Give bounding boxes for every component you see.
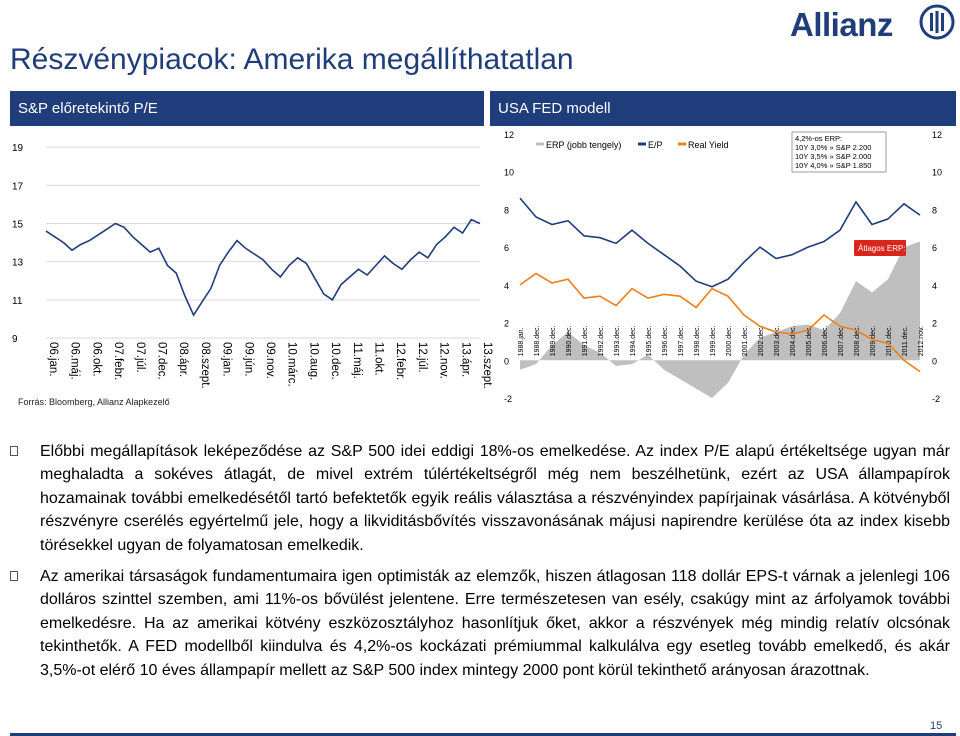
x-tick-label: 1996.dec. (662, 325, 669, 357)
y-tick-label: 6 (504, 243, 510, 254)
x-tick-label: 13.szept. (481, 342, 493, 389)
avg-erp-label: Átlagos ERP: (858, 244, 906, 253)
x-tick-label: 11.máj. (350, 342, 363, 379)
y-tick-label: 4 (504, 280, 510, 291)
x-tick-label: 2012.nov. (918, 326, 925, 357)
pe-series-line (46, 220, 480, 316)
y-tick-label: 17 (12, 181, 24, 193)
eagle-emblem-icon (919, 4, 955, 40)
y2-tick-label: 6 (932, 243, 938, 254)
paragraph-text: Előbbi megállapítások leképeződése az S&P 500 idei eddigi 18%-os emelkedése. Az index P/E alapú értékeltsége ugyan már meghaladta a sokéves átlagát, de mivel extrém túlértékeltségről még nem beszélhetünk, ezért az USA állampapírok hozamainak további emelkedésétől tartó befektetők egyik reális választása a részvényindex papírjainak vásárlása. A kötvényből részvényre cserélés egyértelmű jele, hogy a likviditásbővítés visszavonásának májusi napirendre kerülése óta az index kisebb törésekkel ugyan de folyamatosan emelkedik. (40, 443, 950, 554)
allianz-logo (790, 4, 955, 42)
x-tick-label: 06.okt. (90, 342, 103, 377)
pe-chart-heading: S&P előretekintő P/E (10, 91, 484, 126)
fed-chart-annotation (792, 132, 906, 256)
erp-area-series (520, 242, 920, 399)
annotation-line: 10Y 3,5% » S&P 2.000 (795, 152, 872, 161)
x-tick-label: 1988.dec. (534, 325, 541, 357)
legend-label: E/P (648, 140, 663, 150)
x-tick-label: 2001.dec. (742, 325, 749, 357)
y-tick-label: 0 (504, 356, 510, 367)
x-tick-label: 07.febr. (112, 342, 125, 381)
y2-tick-label: 2 (932, 318, 938, 329)
x-tick-label: 2006.dec. (822, 325, 829, 357)
erp-area (520, 242, 920, 399)
legend-label: Real Yield (688, 140, 729, 150)
y-tick-label: 10 (504, 167, 515, 178)
chart-source: Forrás: Bloomberg, Allianz Alapkezelő (18, 397, 170, 407)
x-tick-label: 1988.jan. (518, 327, 525, 357)
logo-wordmark: Allianz (790, 6, 893, 43)
paragraph-2 (10, 565, 950, 682)
annotation-line: 4,2%-os ERP: (795, 134, 843, 143)
x-tick-label: 2011.dec. (902, 326, 909, 357)
legend-label: ERP (jobb tengely) (546, 140, 622, 150)
x-tick-label: 08.ápr. (177, 342, 190, 378)
x-tick-label: 1991.dec. (582, 325, 589, 357)
x-tick-label: 13.ápr. (459, 342, 472, 378)
x-tick-label: 2004.dec. (790, 325, 797, 357)
y2-tick-label: 4 (932, 280, 938, 291)
x-tick-label: 06.jan. (47, 342, 59, 377)
y-tick-label: 19 (12, 143, 24, 155)
y2-tick-label: 8 (932, 205, 938, 216)
x-tick-label: 1997.dec. (678, 325, 685, 357)
x-tick-label: 1993.dec. (614, 325, 621, 357)
x-tick-label: 08.szept. (198, 342, 211, 389)
page-number: 15 (930, 720, 943, 732)
fed-chart-legend (536, 140, 729, 150)
pe-chart-series (46, 220, 480, 316)
y2-tick-label: 10 (932, 167, 943, 178)
x-tick-label: 07.dec. (155, 342, 168, 380)
x-tick-label: 09.jún. (242, 342, 255, 377)
x-tick-label: 2007.dec. (838, 325, 845, 357)
x-tick-label: 2009.dec. (870, 325, 877, 357)
x-tick-label: 09.jan. (220, 342, 233, 377)
x-tick-label: 06.máj. (68, 342, 81, 380)
commentary (10, 440, 950, 690)
x-tick-label: 1989.dec. (550, 325, 557, 357)
y-tick-label: 11 (12, 295, 23, 307)
x-tick-label: 2008.dec. (854, 325, 861, 357)
fed-chart-right-axis (932, 130, 942, 404)
x-tick-label: 1998.dec. (694, 325, 701, 357)
pe-line-chart (10, 128, 493, 418)
fed-chart-left-axis (504, 130, 514, 404)
y-tick-label: -2 (504, 394, 513, 404)
x-tick-label: 09.nov. (264, 342, 276, 379)
x-tick-label: 2010.dec. (886, 325, 893, 357)
fed-model-chart (490, 128, 956, 418)
y-tick-label: 8 (504, 205, 510, 216)
pe-chart-x-axis (47, 342, 493, 389)
x-tick-label: 1995.dec. (646, 325, 653, 357)
x-tick-label: 12.nov. (437, 342, 450, 379)
x-tick-label: 10.aug. (307, 342, 320, 381)
annotation-line: 10Y 4,0% » S&P 1.850 (795, 161, 872, 170)
x-tick-label: 1992.dec. (598, 325, 605, 357)
y2-tick-label: -2 (932, 394, 941, 404)
x-tick-label: 2005.dec. (806, 325, 813, 357)
x-tick-label: 10.márc. (285, 342, 298, 387)
y-tick-label: 13 (12, 257, 24, 269)
bullet-icon (10, 571, 18, 581)
x-tick-label: 1999.dec. (710, 325, 717, 357)
bullet-icon (10, 446, 18, 456)
x-tick-label: 1990.dec. (566, 325, 573, 357)
fed-model-heading: USA FED modell (490, 91, 956, 126)
y-tick-label: 15 (12, 219, 24, 231)
x-tick-label: 2003.dec. (774, 325, 781, 357)
x-tick-label: 10.dec. (329, 342, 342, 380)
x-tick-label: 2002.dec. (758, 325, 765, 357)
y-tick-label: 2 (504, 318, 510, 329)
x-tick-label: 11.okt. (372, 342, 385, 376)
x-tick-label: 12.júl. (415, 342, 428, 373)
annotation-line: 10Y 3,0% » S&P 2.200 (795, 143, 872, 152)
pe-chart-y-axis (12, 143, 24, 345)
x-tick-label: 07.júl. (133, 342, 146, 373)
pe-chart-gridlines (46, 147, 480, 338)
y-tick-label: 9 (12, 334, 18, 345)
page-title: Részvénypiacok: Amerika megállíthatatlan (10, 43, 574, 76)
y2-tick-label: 0 (932, 356, 938, 367)
y2-tick-label: 12 (932, 130, 943, 140)
x-tick-label: 1994.dec. (630, 325, 637, 357)
x-tick-label: 2000.dec. (726, 325, 733, 357)
paragraph-1 (10, 440, 950, 557)
paragraph-text: Az amerikai társaságok fundamentumaira igen optimisták az elemzők, hiszen átlagosan 118 dollár EPS-t várnak a jelenlegi 106 dolláros szinttel szemben, ami 11%-os bővülést jelentene. Erre természetesen van esély, csakúgy mint az árfolyamok további emelkedésre. Ha az amerikai kötvény eszközosztályhoz hasonlítjuk őket, akkor a részvények még mindig relatív olcsónak tekinthetők. A FED modellből kiindulva és 4,2%-os kockázati prémiummal kalkulálva egy esetleg tovább emelkedő, és akár 3,5%-ot elérő 10 éves állampapír mellett az S&P 500 index mintegy 2000 pont körül tekinthető arányosan árazottnak. (40, 568, 950, 679)
y-tick-label: 12 (504, 130, 515, 140)
x-tick-label: 12.febr. (394, 342, 407, 381)
